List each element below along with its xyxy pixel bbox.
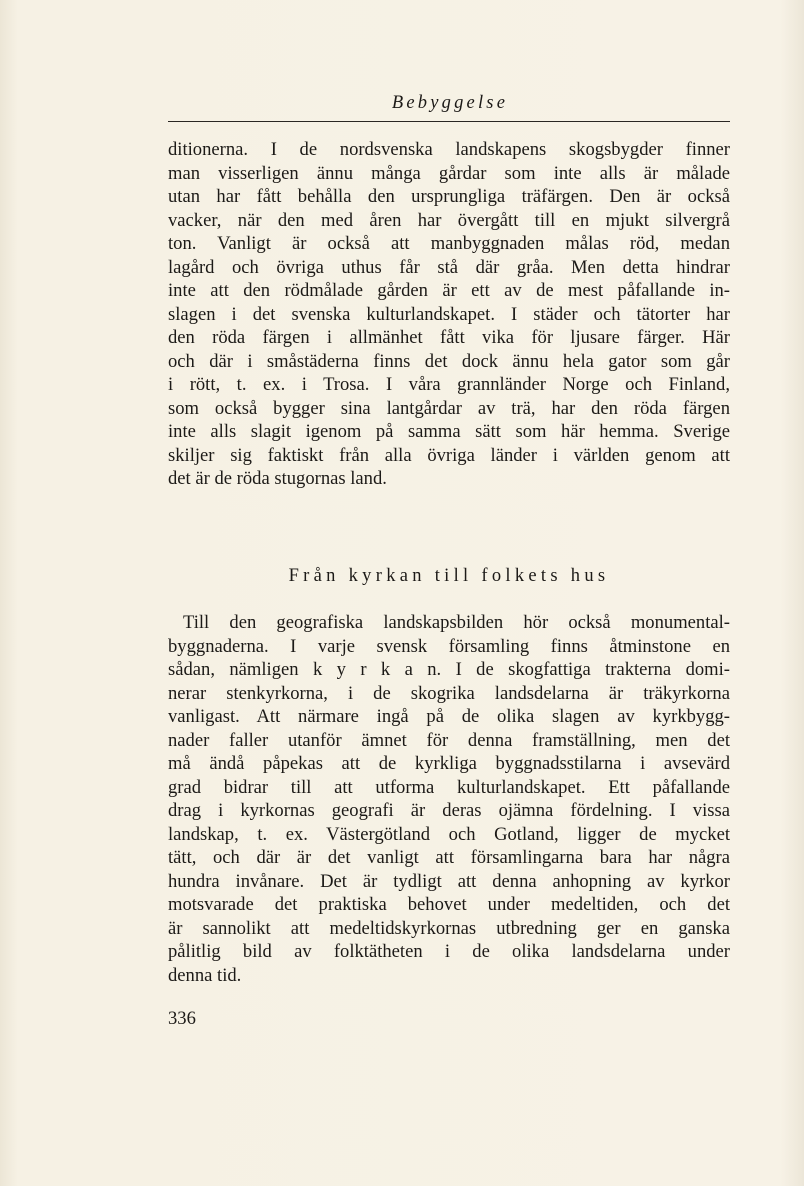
paragraph-line: landskap, t. ex. Västergötland och Gotland, ligger de mycket [168,823,730,845]
paragraph-1 [168,138,730,491]
paragraph-line: må ändå påpekas att de kyrkliga byggnadsstilarna i avsevärd [168,753,730,774]
header-rule [168,121,730,122]
paragraph-line: det är de röda stugornas land. [168,468,387,489]
paragraph-2 [168,611,730,987]
paragraph-line: den röda färgen i allmänhet fått vika för ljusare färger. Här [168,327,730,348]
paragraph-line: vanligast. Att närmare ingå på de olika slagen av kyrkbygg- [168,706,730,727]
paragraph-line: slagen i det svenska kulturlandskapet. I städer och tätorter har [168,303,730,325]
paragraph-line: inte alls slagit igenom på samma sätt som här hemma. Sverige [168,421,730,442]
paragraph-line: hundra invånare. Det är tydligt att denna anhopning av kyrkor [168,870,730,892]
paragraph-line: pålitlig bild av folktätheten i de olika landsdelarna under [168,941,730,962]
paragraph-line: vacker, när den med åren har övergått till en mjukt silvergrå [168,209,730,231]
paragraph-line: tätt, och där är det vanligt att församlingarna bara har några [168,847,730,868]
paragraph-line: man visserligen ännu många gårdar som inte alls är målade [168,162,730,184]
paragraph-line: skiljer sig faktiskt från alla övriga länder i världen genom att [168,444,730,466]
paragraph-line: är sannolikt att medeltidskyrkornas utbredning ger en ganska [168,917,730,939]
paragraph-line: sådan, nämligen k y r k a n. I de skogfattiga trakterna domi- [168,659,730,680]
paragraph-line: ditionerna. I de nordsvenska landskapens skogsbygder finner [168,139,730,160]
page-number: 336 [168,1008,196,1029]
paragraph-line: lagård och övriga uthus får stå där gråa. Men detta hindrar [168,256,730,278]
paragraph-line: drag i kyrkornas geografi är deras ojämna fördelning. I vissa [168,800,730,821]
paragraph-line: nerar stenkyrkorna, i de skogrika landsdelarna är träkyrkorna [168,682,730,704]
paragraph-line: grad bidrar till att utforma kulturlandskapet. Ett påfallande [168,776,730,798]
paragraph-line: nader faller utanför ämnet för denna framställning, men det [168,729,730,751]
paragraph-line: byggnaderna. I varje svensk församling finns åtminstone en [168,635,730,657]
paragraph-line: utan har fått behålla den ursprungliga träfärgen. Den är också [168,186,730,207]
paragraph-line: som också bygger sina lantgårdar av trä, har den röda färgen [168,397,730,419]
paragraph-line: ton. Vanligt är också att manbyggnaden målas röd, medan [168,233,730,254]
paragraph-line: i rött, t. ex. i Trosa. I våra grannländer Norge och Finland, [168,374,730,395]
running-header: Bebyggelse [391,93,509,113]
paragraph-line: denna tid. [168,964,242,986]
section-heading: Från kyrkan till folkets hus [288,566,610,586]
paragraph-line: Till den geografiska landskapsbilden hör också monumental- [183,612,730,633]
paragraph-line: inte att den rödmålade gården är ett av de mest påfallande in- [168,280,730,301]
paragraph-line: motsvarade det praktiska behovet under medeltiden, och det [168,894,730,915]
paragraph-line: och där i småstäderna finns det dock ännu hela gator som går [168,350,730,372]
